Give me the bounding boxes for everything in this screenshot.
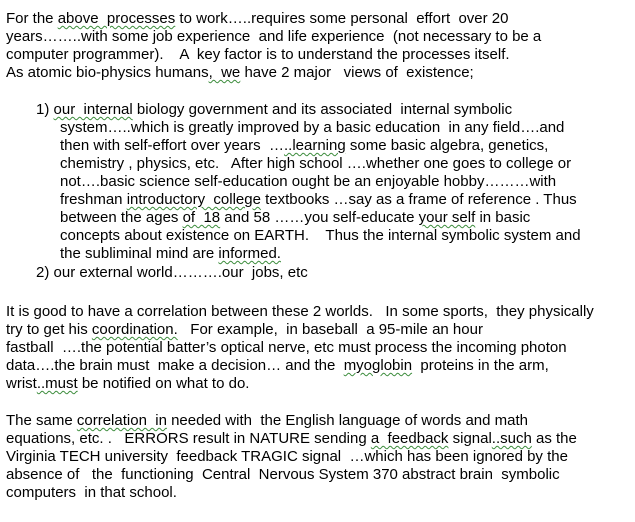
text-segment: 2) our external world……….our jobs, etc bbox=[36, 264, 308, 281]
text-line bbox=[6, 357, 549, 375]
text-segment: not….basic science self-education ought be an enjoyable hobby………with bbox=[60, 173, 557, 190]
text-segment: signal bbox=[448, 430, 492, 447]
text-segment: in basic bbox=[475, 209, 531, 226]
text-line bbox=[60, 209, 530, 227]
text-line bbox=[60, 191, 577, 209]
text-segment: The same bbox=[6, 412, 77, 429]
text-segment: Virginia TECH university feedback TRAGIC signal …which has been ignored by the bbox=[6, 448, 568, 465]
text-segment: For the bbox=[6, 10, 58, 27]
text-segment: chemistry , physics, etc. After high school ….whether one goes to college or bbox=[60, 155, 572, 172]
text-line bbox=[6, 303, 594, 321]
text-segment: as the bbox=[531, 430, 577, 447]
text-line bbox=[6, 448, 568, 466]
flagged-word: of 18 bbox=[182, 209, 221, 226]
flagged-word: , we bbox=[208, 64, 241, 81]
text-line bbox=[6, 64, 474, 82]
text-segment: and 58 ……you self-educate bbox=[220, 209, 419, 226]
text-line bbox=[60, 155, 571, 173]
flagged-word: introductory college bbox=[126, 191, 261, 208]
text-line bbox=[6, 46, 510, 64]
text-line bbox=[6, 430, 577, 448]
text-line bbox=[36, 101, 512, 119]
flagged-word: ..must bbox=[36, 375, 78, 392]
text-line bbox=[60, 173, 556, 191]
text-line bbox=[36, 264, 308, 282]
text-segment: fastball ….the potential batter’s optical nerve, etc must process the incoming photon bbox=[6, 339, 567, 356]
flagged-word: informed. bbox=[218, 245, 281, 262]
text-segment: data….the brain must make a decision… and the bbox=[6, 357, 344, 374]
text-segment: some basic algebra, genetics, bbox=[345, 137, 549, 154]
text-segment: between the ages bbox=[60, 209, 183, 226]
text-line bbox=[60, 227, 581, 245]
text-segment: concepts about existence on EARTH. Thus the internal symbolic system and bbox=[60, 227, 581, 244]
flagged-word: correlation in bbox=[76, 412, 167, 429]
text-segment: wrist bbox=[6, 375, 37, 392]
text-line bbox=[60, 137, 548, 155]
text-segment: computers in that school. bbox=[6, 484, 177, 501]
text-segment: As atomic bio-physics humans bbox=[6, 64, 209, 81]
flagged-word: above processes bbox=[57, 10, 176, 27]
text-line bbox=[60, 245, 281, 263]
text-segment: system…..which is greatly improved by a basic education in any field….and bbox=[60, 119, 565, 136]
text-segment: freshman bbox=[60, 191, 127, 208]
flagged-word: your self bbox=[418, 209, 476, 226]
text-line bbox=[6, 375, 249, 393]
text-line bbox=[60, 119, 564, 137]
flagged-word: ..learning bbox=[283, 137, 346, 154]
text-segment: then with self-effort over years … bbox=[60, 137, 284, 154]
text-line bbox=[6, 321, 483, 339]
text-segment: try to get his bbox=[6, 321, 92, 338]
flagged-word: coordination. bbox=[91, 321, 178, 338]
text-line bbox=[6, 28, 541, 46]
text-segment: needed with the English language of words and math bbox=[166, 412, 528, 429]
text-segment: For example, in baseball a 95-mile an hour bbox=[177, 321, 483, 338]
text-segment: to work…..requires some personal effort over 20 bbox=[175, 10, 509, 27]
text-line bbox=[6, 339, 567, 357]
text-segment: computer programmer). A key factor is to understand the processes itself. bbox=[6, 46, 510, 63]
text-segment: equations, etc. . ERRORS result in NATURE sending bbox=[6, 430, 371, 447]
flagged-word: a feedback bbox=[370, 430, 449, 447]
flagged-word: ..such bbox=[491, 430, 532, 447]
text-segment: years……..with some job experience and life experience (not necessary to be a bbox=[6, 28, 542, 45]
text-line bbox=[6, 484, 177, 502]
text-segment: the subliminal mind are bbox=[60, 245, 219, 262]
text-segment: textbooks …say as a frame of reference . Thus bbox=[260, 191, 577, 208]
flagged-word: our internal bbox=[53, 101, 133, 118]
text-segment: have 2 major views of existence; bbox=[240, 64, 474, 81]
text-segment: biology government and its associated internal symbolic bbox=[132, 101, 513, 118]
text-segment: absence of the functioning Central Nervous System 370 abstract brain symbolic bbox=[6, 466, 560, 483]
flagged-word: myoglobin bbox=[343, 357, 413, 374]
text-segment: be notified on what to do. bbox=[77, 375, 250, 392]
text-line bbox=[6, 412, 528, 430]
text-segment: It is good to have a correlation between these 2 worlds. In some sports, they physically bbox=[6, 303, 594, 320]
text-line bbox=[6, 10, 508, 28]
text-segment: proteins in the arm, bbox=[412, 357, 549, 374]
text-segment: 1) bbox=[36, 101, 54, 118]
text-line bbox=[6, 466, 560, 484]
